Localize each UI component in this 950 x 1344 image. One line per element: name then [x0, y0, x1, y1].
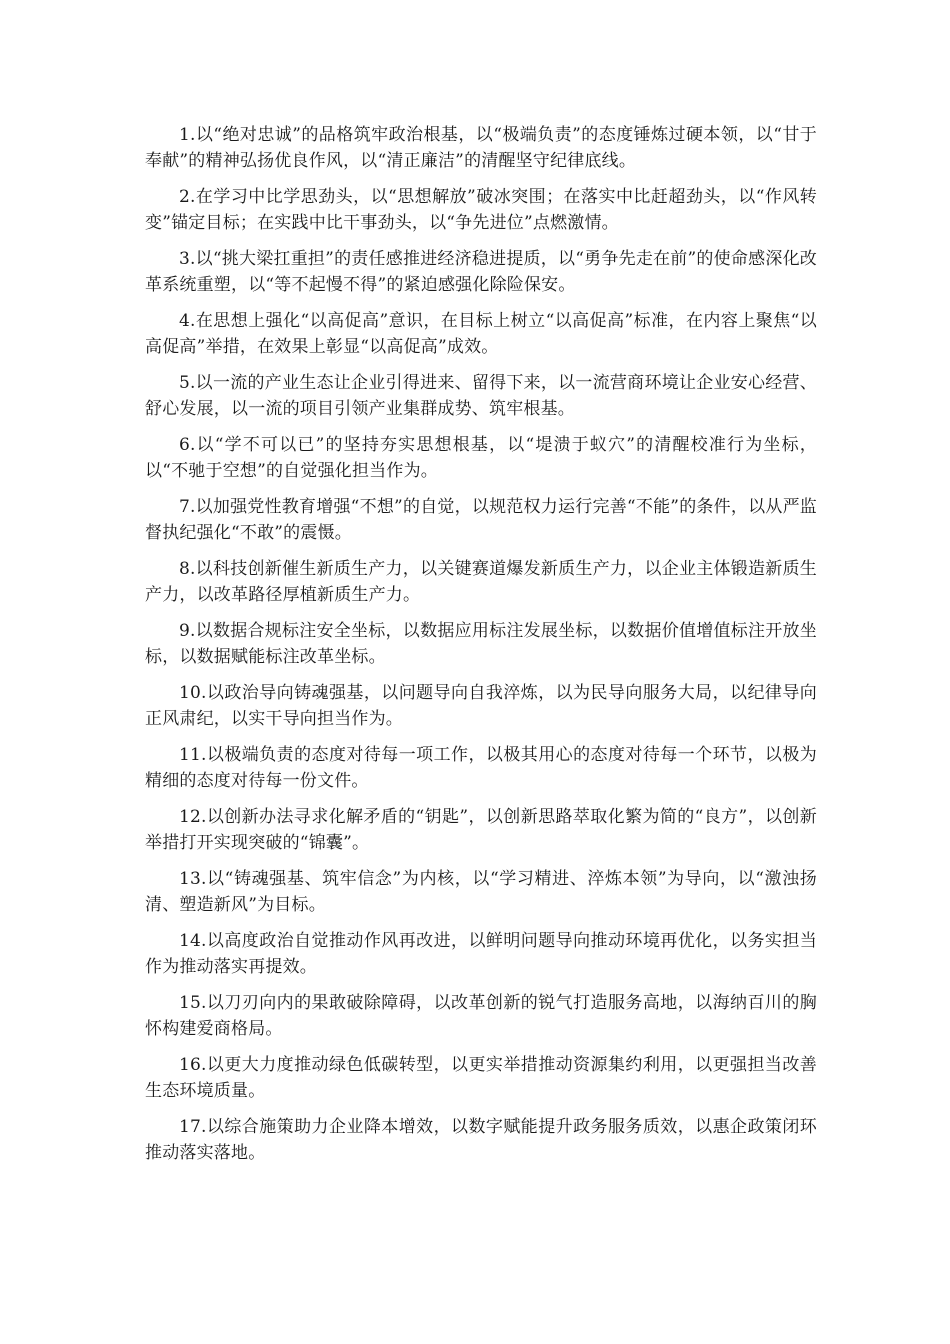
paragraph-6: 6.以“学不可以已”的坚持夯实思想根基，以“堤溃于蚁穴”的清醒校准行为坐标，以“不驰于空想”的自觉强化担当作为。	[145, 435, 817, 481]
paragraph-4: 4.在思想上强化“以高促高”意识，在目标上树立“以高促高”标准，在内容上聚焦“以高促高”举措，在效果上彰显“以高促高”成效。	[145, 311, 817, 357]
paragraph-15: 15.以刀刃向内的果敢破除障碍，以改革创新的锐气打造服务高地，以海纳百川的胸怀构建爱商格局。	[145, 993, 817, 1039]
paragraph-5: 5.以一流的产业生态让企业引得进来、留得下来，以一流营商环境让企业安心经营、舒心发展，以一流的项目引领产业集群成势、筑牢根基。	[145, 373, 817, 419]
paragraph-3: 3.以“挑大梁扛重担”的责任感推进经济稳进提质，以“勇争先走在前”的使命感深化改革系统重塑，以“等不起慢不得”的紧迫感强化除险保安。	[145, 249, 817, 295]
paragraph-16: 16.以更大力度推动绿色低碳转型，以更实举措推动资源集约利用，以更强担当改善生态环境质量。	[145, 1055, 817, 1101]
paragraph-7: 7.以加强党性教育增强“不想”的自觉，以规范权力运行完善“不能”的条件，以从严监督执纪强化“不敢”的震慑。	[145, 497, 817, 543]
paragraph-13: 13.以“铸魂强基、筑牢信念”为内核，以“学习精进、淬炼本领”为导向，以“激浊扬清、塑造新风”为目标。	[145, 869, 817, 915]
paragraph-11: 11.以极端负责的态度对待每一项工作，以极其用心的态度对待每一个环节，以极为精细的态度对待每一份文件。	[145, 745, 817, 791]
paragraph-14: 14.以高度政治自觉推动作风再改进，以鲜明问题导向推动环境再优化，以务实担当作为推动落实再提效。	[145, 931, 817, 977]
paragraph-2: 2.在学习中比学思劲头，以“思想解放”破冰突围；在落实中比赶超劲头，以“作风转变”锚定目标；在实践中比干事劲头，以“争先进位”点燃激情。	[145, 187, 817, 233]
paragraph-17: 17.以综合施策助力企业降本增效，以数字赋能提升政务服务质效，以惠企政策闭环推动落实落地。	[145, 1117, 817, 1163]
document-body	[145, 122, 817, 1176]
paragraph-9: 9.以数据合规标注安全坐标，以数据应用标注发展坐标，以数据价值增值标注开放坐标，以数据赋能标注改革坐标。	[145, 621, 817, 667]
paragraph-10: 10.以政治导向铸魂强基，以问题导向自我淬炼，以为民导向服务大局，以纪律导向正风肃纪，以实干导向担当作为。	[145, 683, 817, 729]
paragraph-1: 1.以“绝对忠诚”的品格筑牢政治根基，以“极端负责”的态度锤炼过硬本领，以“甘于奉献”的精神弘扬优良作风，以“清正廉洁”的清醒坚守纪律底线。	[145, 125, 817, 171]
paragraph-8: 8.以科技创新催生新质生产力，以关键赛道爆发新质生产力，以企业主体锻造新质生产力，以改革路径厚植新质生产力。	[145, 559, 817, 605]
paragraph-12: 12.以创新办法寻求化解矛盾的“钥匙”，以创新思路萃取化繁为简的“良方”，以创新举措打开实现突破的“锦囊”。	[145, 807, 817, 853]
